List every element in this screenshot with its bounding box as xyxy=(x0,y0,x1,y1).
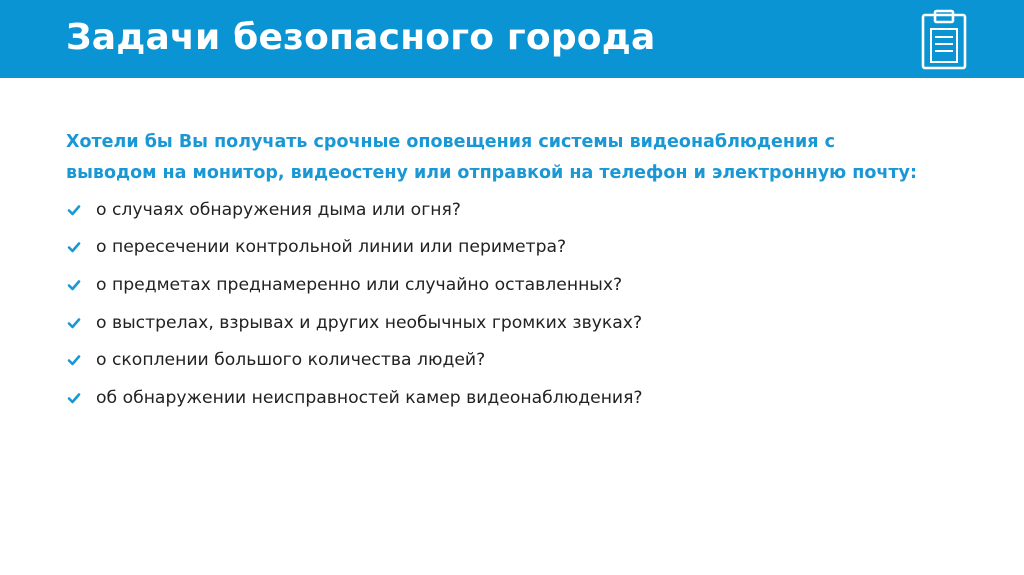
slide-content xyxy=(66,127,926,417)
list-item xyxy=(66,229,926,267)
list-item xyxy=(66,341,926,379)
list-item-text: о пересечении контрольной линии или периметра? xyxy=(96,237,567,258)
check-icon xyxy=(67,203,81,217)
list-item xyxy=(66,191,926,229)
clipboard-icon xyxy=(920,9,968,71)
page-title: Задачи безопасного города xyxy=(66,17,656,58)
header-bar xyxy=(0,0,1024,78)
check-icon xyxy=(67,316,81,330)
list-item xyxy=(66,304,926,342)
list-item xyxy=(66,266,926,304)
check-icon xyxy=(67,391,81,405)
list-item xyxy=(66,379,926,417)
check-icon xyxy=(67,240,81,254)
intro-question: Хотели бы Вы получать срочные оповещения системы видеонаблюдения с выводом на монитор, видеостену или отправкой на телефон и электронную почту: xyxy=(66,132,917,183)
bullet-list xyxy=(66,191,926,417)
check-icon xyxy=(67,353,81,367)
list-item-text: о скоплении большого количества людей? xyxy=(96,350,486,371)
list-item-text: о предметах преднамеренно или случайно оставленных? xyxy=(96,274,623,295)
list-item-text: о случаях обнаружения дыма или огня? xyxy=(96,199,461,220)
list-item-text: об обнаружении неисправностей камер видеонаблюдения? xyxy=(96,387,643,408)
check-icon xyxy=(67,278,81,292)
list-item-text: о выстрелах, взрывах и других необычных громких звуках? xyxy=(96,312,643,333)
